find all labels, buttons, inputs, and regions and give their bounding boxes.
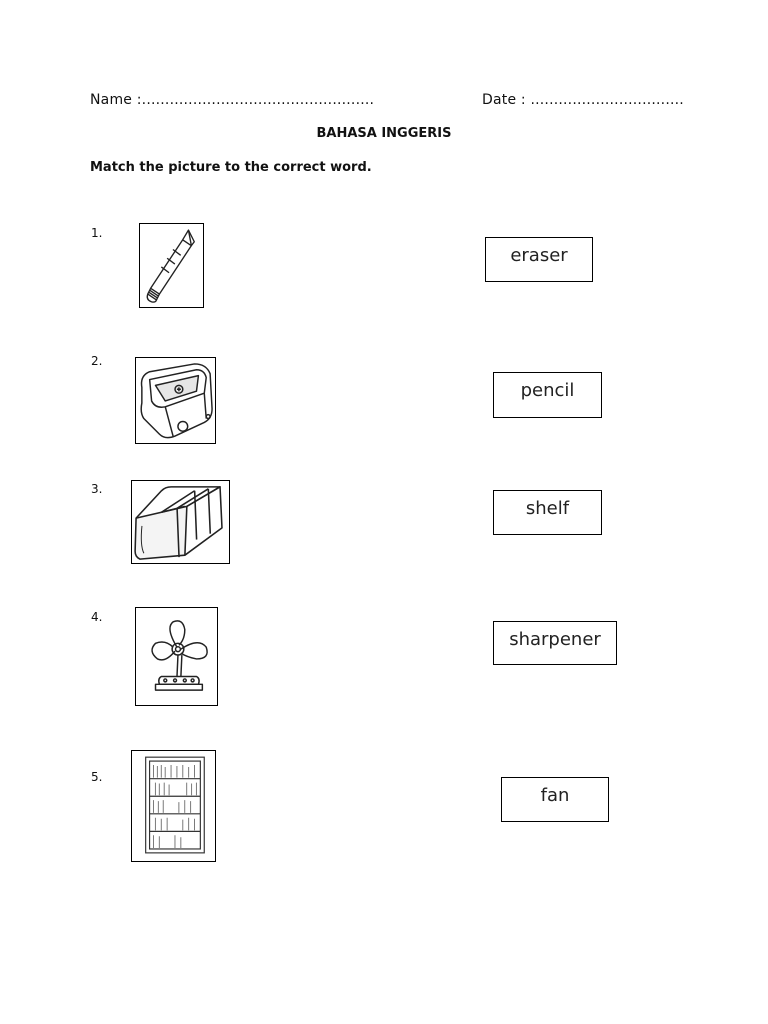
word-box-sharpener[interactable]: sharpener <box>493 621 617 665</box>
fan-icon <box>136 608 217 705</box>
worksheet-title: BAHASA INGGERIS <box>316 126 452 141</box>
picture-bookshelf[interactable] <box>131 750 216 862</box>
eraser-icon <box>132 481 229 563</box>
sharpener-icon <box>136 358 215 443</box>
word-box-shelf[interactable]: shelf <box>493 490 602 535</box>
word-box-fan[interactable]: fan <box>501 777 609 822</box>
word-box-eraser[interactable]: eraser <box>485 237 593 282</box>
name-field[interactable]: Name :.................................................. <box>90 92 375 108</box>
pencil-icon <box>140 224 203 307</box>
word-box-pencil[interactable]: pencil <box>493 372 602 418</box>
item-number-1: 1. <box>91 226 103 240</box>
picture-pencil[interactable] <box>139 223 204 308</box>
bookshelf-icon <box>132 751 215 861</box>
picture-sharpener[interactable] <box>135 357 216 444</box>
item-number-4: 4. <box>91 610 103 624</box>
item-number-2: 2. <box>91 354 103 368</box>
picture-eraser[interactable] <box>131 480 230 564</box>
item-number-3: 3. <box>91 482 103 496</box>
item-number-5: 5. <box>91 770 103 784</box>
picture-fan[interactable] <box>135 607 218 706</box>
date-field[interactable]: Date : ................................. <box>482 92 684 108</box>
instruction-text: Match the picture to the correct word. <box>90 160 372 175</box>
